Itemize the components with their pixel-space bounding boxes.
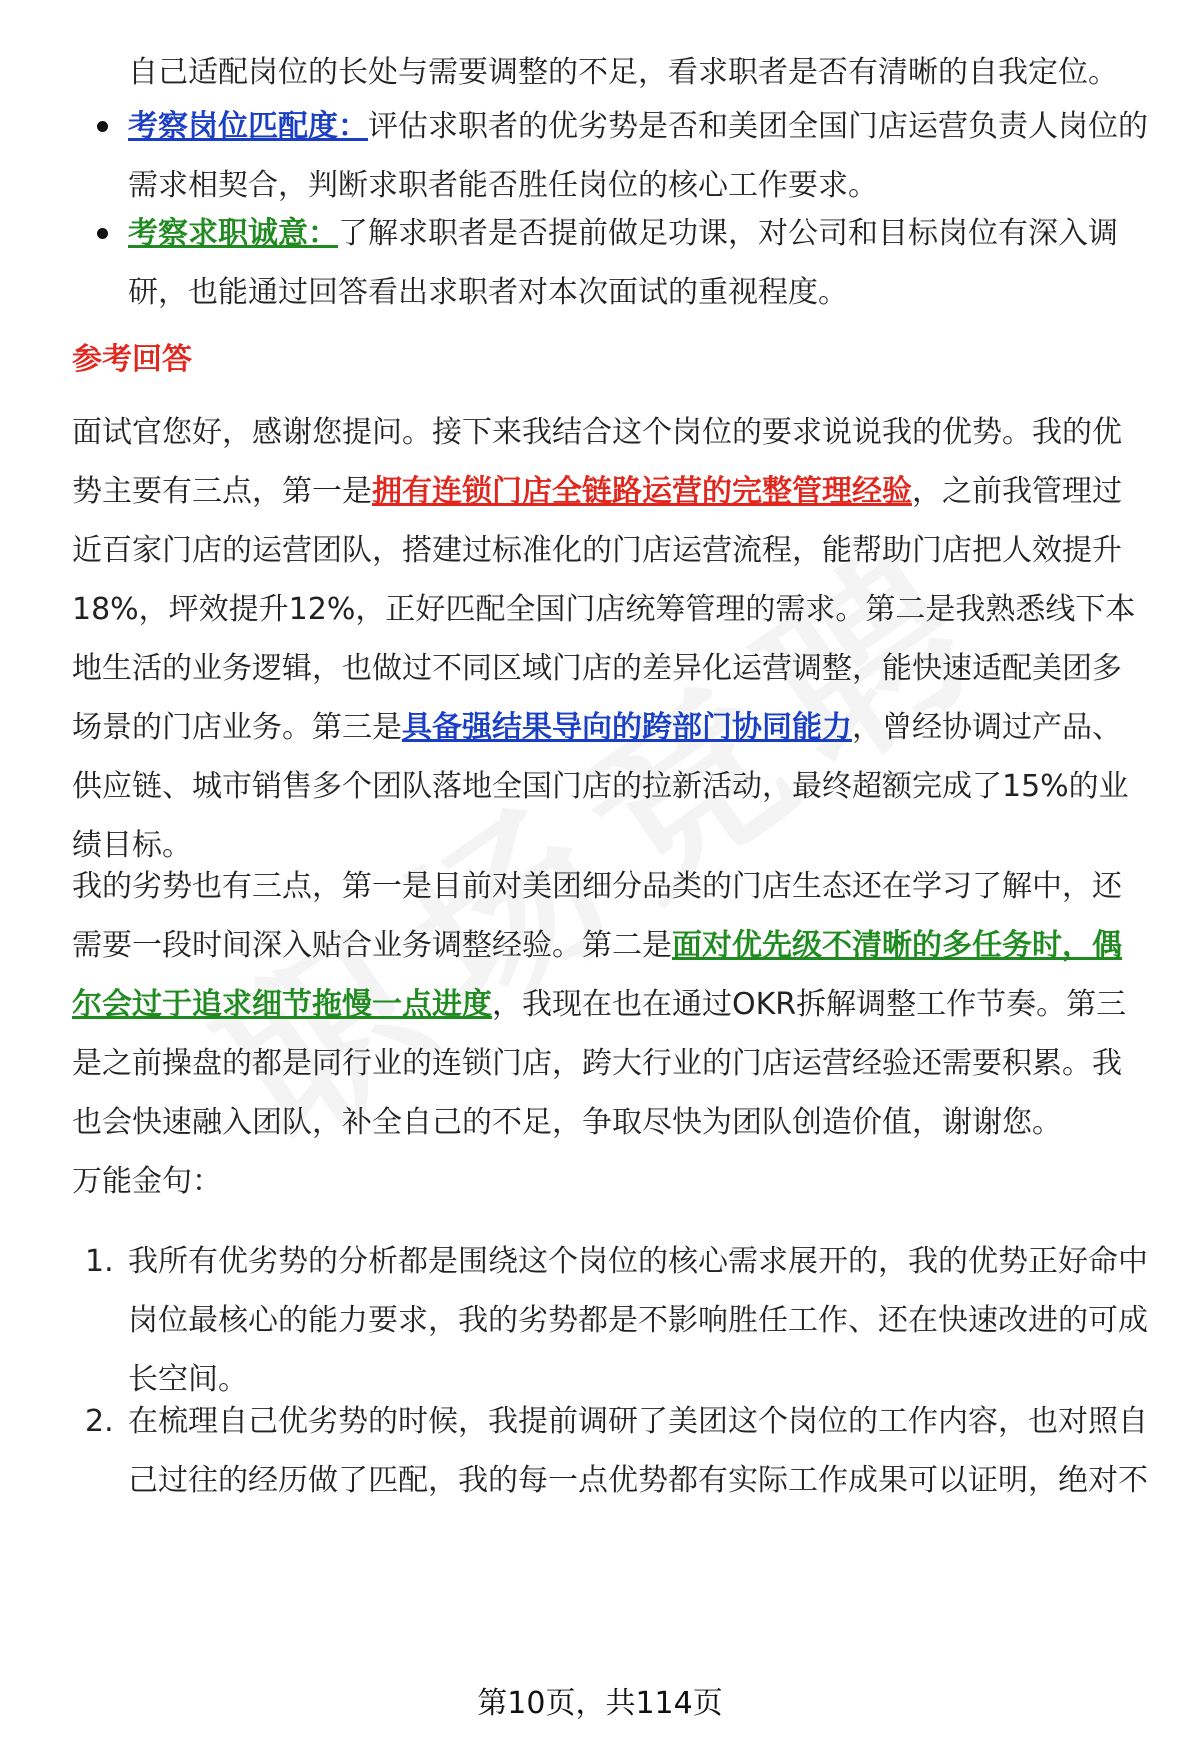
answer1-text-a: 面试官您好，感谢您提问。接下来我结合这个岗位的要求说说我的优势。我的优势主要有三点，第一是 [72,415,1122,509]
answer2-highlight-1: 面对优先级不清晰的多任务时，偶尔会过于追求细节拖慢一点进度 [72,928,1122,1022]
answer1-text-c: ，曾经协调过产品、供应链、城市销售多个团队落地全国门店的拉新活动，最终超额完成了15%的业绩目标。 [72,710,1129,863]
bullet-item-1 [128,97,1150,215]
reference-heading: 参考回答 [72,342,192,377]
golden-item-2: 在梳理自己优劣势的时候，我提前调研了美团这个岗位的工作内容，也对照自己过往的经历做了匹配，我的每一点优势都有实际工作成果可以证明，绝对不 [128,1404,1148,1498]
bullet-dot-1 [97,121,108,132]
bullet-dot-2 [97,228,108,239]
bullet-label-2: 考察求职诚意： [128,216,338,251]
answer2-text-b: ，我现在也在通过OKR拆解调整工作节奏。第三是之前操盘的都是同行业的连锁门店，跨大行业的门店运营经验还需要积累。我也会快速融入团队，补全自己的不足，争取尽快为团队创造价值，谢谢您。 [72,987,1127,1140]
golden-heading: 万能金句： [72,1164,222,1199]
bullet-text-2b: 研，也能通过回答看出求职者对本次面试的重视程度。 [128,275,848,310]
bullet-text-1a: 评估求职者的优劣势是否和美团全国门店运营负责人岗位的 [368,109,1148,144]
answer1-highlight-2: 具备强结果导向的跨部门协同能力 [402,710,852,745]
answer1-text-b: ，之前我管理过近百家门店的运营团队，搭建过标准化的门店运营流程，能帮助门店把人效提升18%，坪效提升12%，正好匹配全国门店统筹管理的需求。第二是我熟悉线下本地生活的业务逻辑，也做过不同区域门店的差异化运营调整，能快速适配美团多场景的门店业务。第三是 [72,474,1136,745]
answer-paragraph-2 [72,857,1150,1152]
bullet-text-1b: 需求相契合，判断求职者能否胜任岗位的核心工作要求。 [128,168,878,203]
intro-line: 自己适配岗位的长处与需要调整的不足，看求职者是否有清晰的自我定位。 [128,55,1118,90]
golden-num-1: 1. [85,1244,114,1279]
answer1-highlight-1: 拥有连锁门店全链路运营的完整管理经验 [372,474,912,509]
answer-paragraph-1 [72,403,1150,875]
golden-item-1: 我所有优劣势的分析都是围绕这个岗位的核心需求展开的，我的优势正好命中岗位最核心的能力要求，我的劣势都是不影响胜任工作、还在快速改进的可成长空间。 [128,1244,1148,1397]
golden-num-2: 2. [85,1404,114,1439]
bullet-label-1: 考察岗位匹配度： [128,109,368,144]
bullet-text-2a: 了解求职者是否提前做足功课，对公司和目标岗位有深入调 [338,216,1118,251]
page-footer: 第10页，共114页 [477,1686,723,1721]
bullet-item-2 [128,204,1150,322]
answer2-text-a: 我的劣势也有三点，第一是目前对美团细分品类的门店生态还在学习了解中，还需要一段时间深入贴合业务调整经验。第二是 [72,869,1122,963]
